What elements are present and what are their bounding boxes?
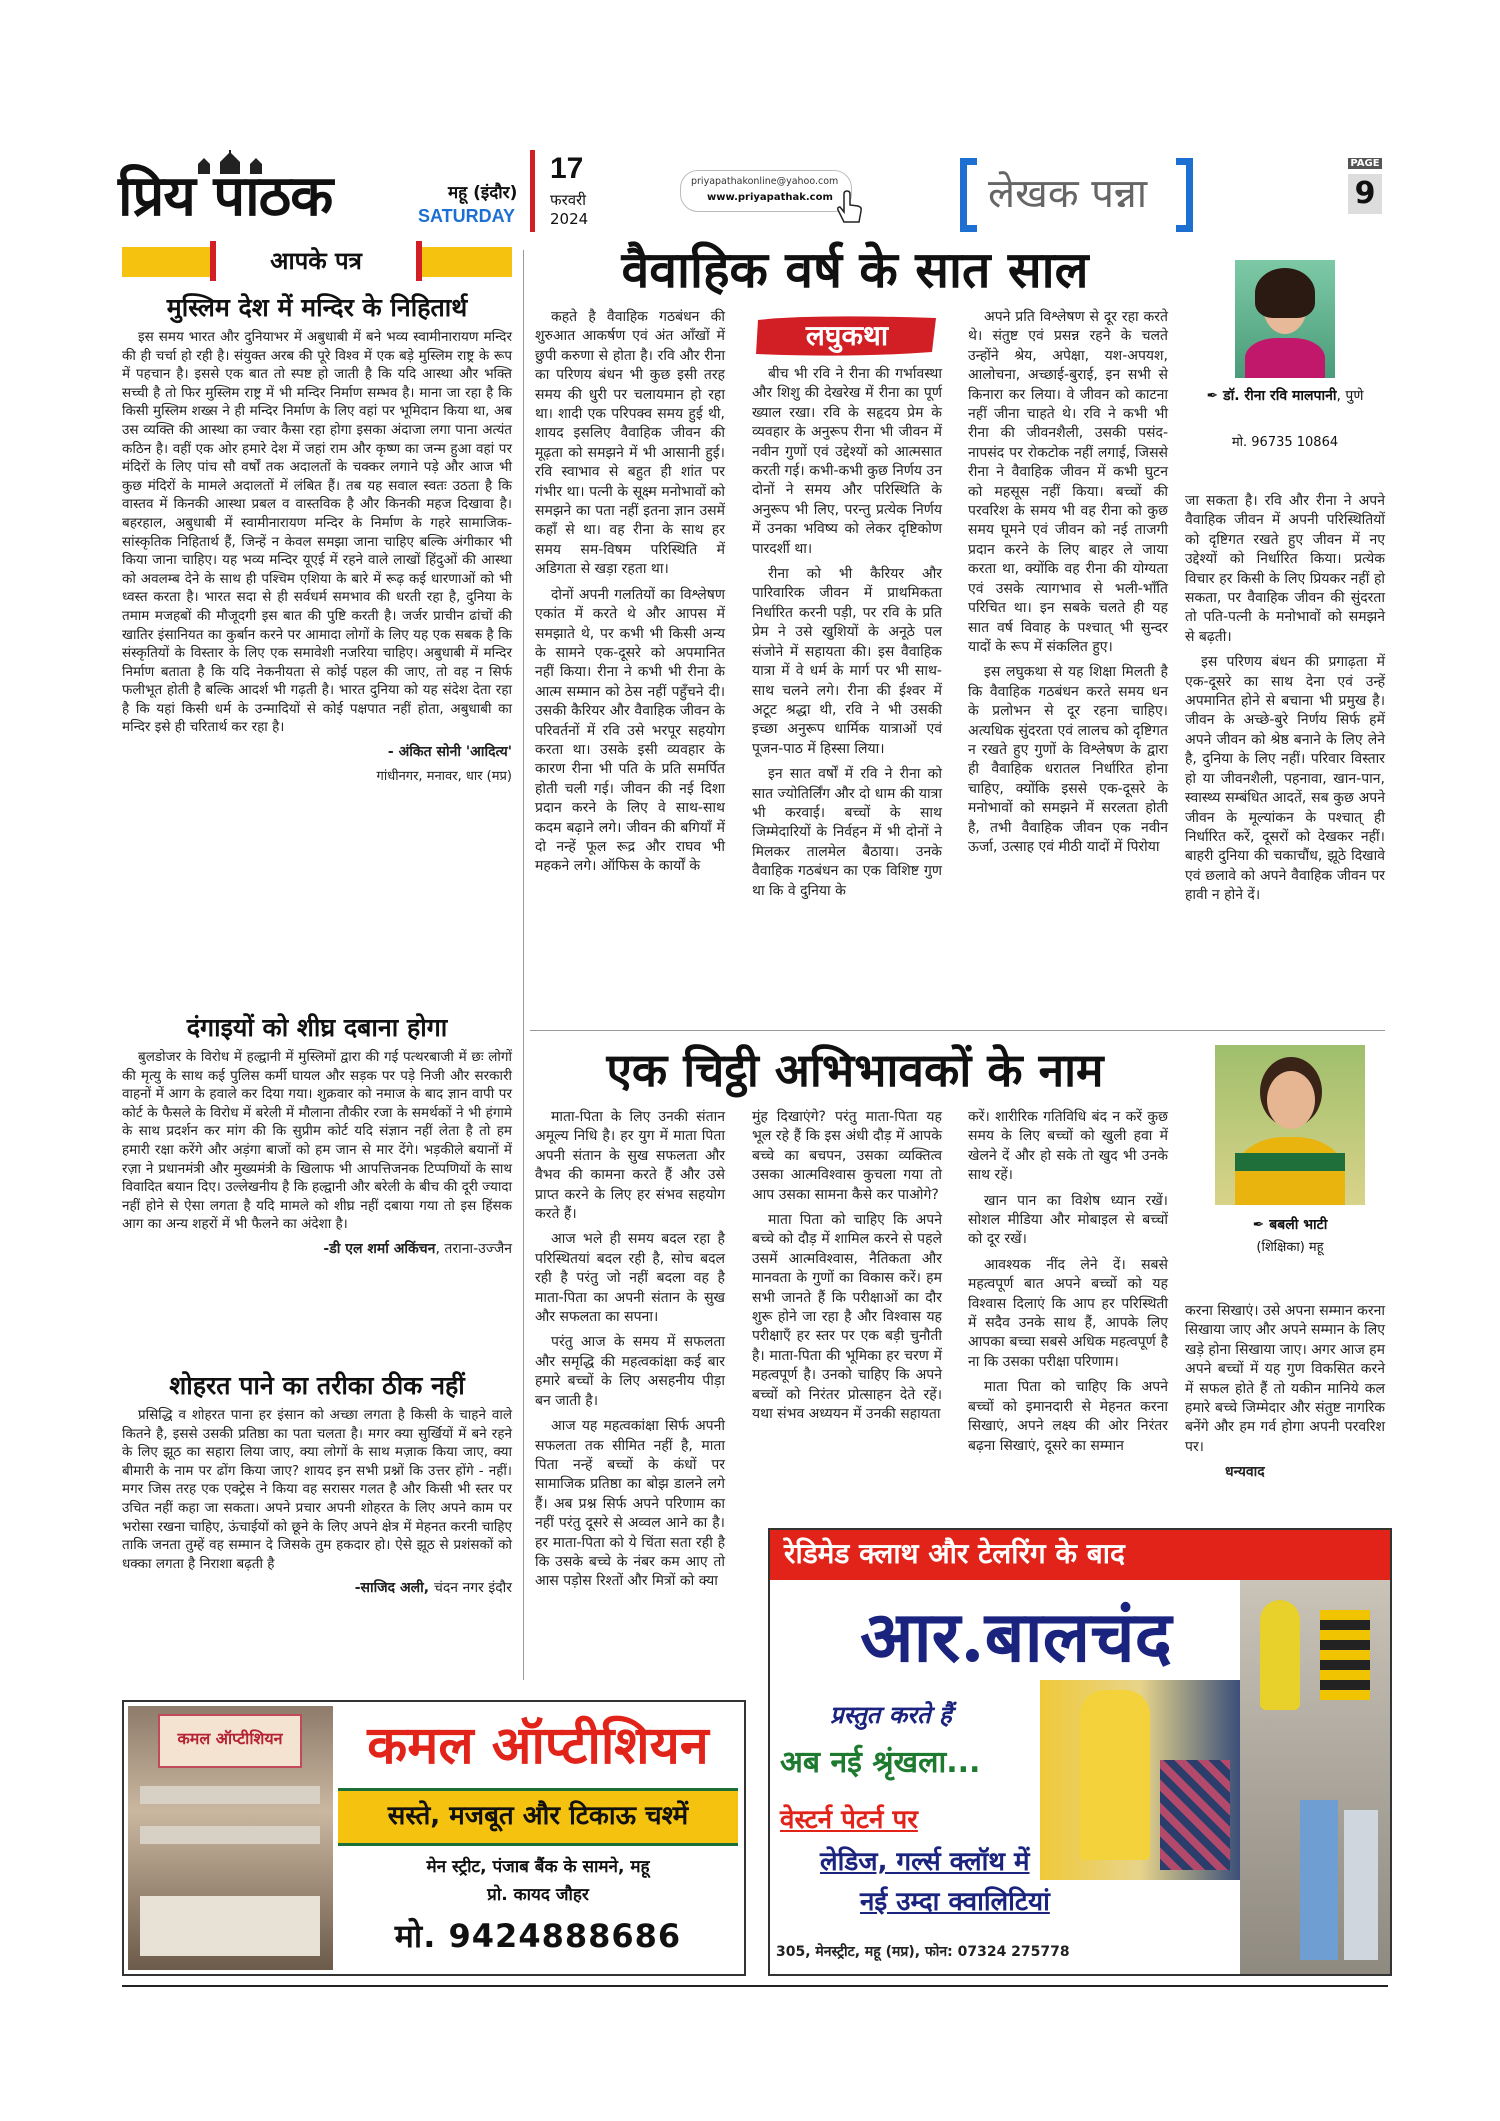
mannequin-grey-jeans xyxy=(1344,1810,1378,1960)
story-col-2-para-1: बीच भी रवि ने रीना की गर्भावस्था और शिशु की देखरेख में रीना का पूर्ण ख्याल रखा। रवि के सहृदय प्रेम के व्यवहार के अनुरूप रीना भी जीवन में नवीन गुणों एवं उद्देश्यों को आत्मसात करती गई। कभी-कभी कुछ निर्णय उन दोनों ने समय और परिस्थिति के अनुरूप भी लिए, परन्तु प्रत्येक निर्णय में उनका भविष्य को लेकर दृष्टिकोण पारदर्शी था। xyxy=(752,366,942,557)
story-col-1-para-2: दोनों अपनी गलतियों का विश्लेषण एकांत में करते थे और आपस में समझाते थे, पर कभी भी किसी अन्य के सामने एक-दूसरे को अपमानित नहीं किया। रीना ने कभी भी रीना के आत्म सम्मान को ठेस नहीं पहुँचने दी। उसकी कैरियर और वैवाहिक जीवन के परिवर्तनों में रवि उसे भरपूर सहयोग करता था। उसके इसी व्यवहार के कारण रीना भी पति के प्रति समर्पित होती चली गई। जीवन की नई दिशा प्रदान करने के लिए वे साथ-साथ कदम बढ़ाने लगे। जीवन की बगियाँ में दो नन्हें फूल रूद्र और राघव भी महकने लगे। ऑफिस के कार्यों के xyxy=(535,586,725,875)
date-divider xyxy=(530,150,535,232)
parents-author-photo xyxy=(1215,1045,1365,1205)
ad-kamal-shelf-1 xyxy=(140,1786,320,1804)
letter-3-address: चंदन नगर इंदौर xyxy=(433,1580,512,1597)
ad-balchand-banner xyxy=(770,1530,1390,1580)
email-text[interactable]: priyapathakonline@yahoo.com xyxy=(691,176,839,187)
hand-pointer-icon xyxy=(834,190,864,224)
pen-icon: ✒ xyxy=(1206,388,1219,404)
story-author-name: डॉ. रीना रवि मालपानी xyxy=(1223,388,1337,404)
story-col-3-para-2: इस लघुकथा से यह शिक्षा मिलती है कि वैवाहिक गठबंधन करते समय धन के प्रलोभन से दूर रहना चाहिए। अत्यधिक सुंदरता एवं लालच को दृष्टिगत न रखते हुए गुणों के विश्लेषण के द्वारा ही वैवाहिक धरातल निर्धारित होना चाहिए, क्योंकि इससे एक-दूसरे के मनोभावों को समझने में सरलता होती है, तभी वैवाहिक जीवन एक नवीन ऊर्जा, उत्साह एवं मीठी यादों में पिरोया xyxy=(968,664,1168,855)
letter-2-title: दंगाइयों को शीघ्र दबाना होगा xyxy=(186,1013,448,1042)
letter-3 xyxy=(122,1368,512,1604)
story-col-3 xyxy=(968,308,1168,863)
page-bottom-rule xyxy=(122,1985,1388,1987)
parents-col-1-para-3: परंतु आज के समय में सफलता और समृद्धि की महत्वकांक्षा कई बार हमारे बच्चों के लिए असहनीय पीड़ा बन जाती है। xyxy=(535,1334,725,1409)
ad-balchand-line-2: लेडिज, गर्ल्स क्लॉथ में xyxy=(820,1847,1030,1877)
ad-kamal-phone: मो. 9424888686 xyxy=(394,1917,682,1955)
section-title: लेखक पन्ना xyxy=(988,171,1148,217)
letter-1-address: गांधीनगर, मनावर, धार (मप्र) xyxy=(376,768,512,784)
author-hair-shape xyxy=(1255,268,1315,318)
date-year: 2024 xyxy=(550,210,589,228)
parents-author-name: बबली भाटी xyxy=(1269,1217,1328,1233)
parents-col-3-para-1: करें। शारीरिक गतिविधि बंद न करें कुछ समय के लिए बच्चों को खुली हवा में खेलने दें और हो सके तो खुद भी उनके साथ रहें। xyxy=(968,1109,1168,1184)
parents-col-3-para-2: खान पान का विशेष ध्यान रखें। सोशल मीडिया और मोबाइल से बच्चों को दूर रखें। xyxy=(968,1192,1168,1248)
ad-balchand-presents: प्रस्तुत करते हैं xyxy=(830,1701,952,1729)
mannequin-yellow-dress xyxy=(1260,1600,1300,1710)
parents-col-2-para-1: मुंह दिखाएंगे? परंतु माता-पिता यह भूल रहे हैं कि इस अंधी दौड़ में आपके बच्चे का बचपन, उसका व्यक्तित्व उसका आत्मविश्वास कुचला गया तो आप उसका सामना कैसे कर पाओगे? xyxy=(752,1109,942,1203)
ad-kamal-headline: कमल ऑप्टीशियन xyxy=(367,1715,709,1776)
letters-column-divider xyxy=(523,250,524,1680)
ad-kamal-tagline-bar xyxy=(338,1788,738,1846)
letter-2-body: बुलडोजर के विरोध में हल्द्वानी में मुस्लिमों द्वारा की गई पत्थरबाजी में छः लोगों की मृत्यु के साथ कई पुलिस कर्मी घायल और सड़क पर पड़े निजी और सरकारी वाहनों में आग के हवाले कर दिया गया। शुक्रवार को नमाज के बाद ज्ञान वापी पर कोर्ट के फैसले के विरोध में बरेली में मौलाना तौकीर रजा के समर्थकों ने भी हंगामे के साथ प्रदर्शन कर मांग की कि सुप्रीम कोर्ट यदि संज्ञान नहीं लेता है तो हम हमारी रक्षा करेंगे और अड़ंगा बाजों को हम जान से मार देंगे। भड़कीले बयानों में रज़ा ने प्रधानमंत्री और मुख्यमंत्री के खिलाफ भी आपत्तिजनक टिप्पणियों के साथ विवादित बयान दिए। उल्लेखनीय है कि हल्द्वानी और बरेली के बीच की दूरी ज्यादा नहीं होने से ऐसा लगता है यदि मामले को शीघ्र नहीं दबाया गया तो इस हिंसक आग का अन्य शहरों में भी फैलने का अंदेशा है। xyxy=(122,1049,512,1233)
ad-kamal-shelf-2 xyxy=(140,1826,320,1844)
parents-author-face-shape xyxy=(1267,1071,1315,1129)
section-bracket-left xyxy=(960,158,977,232)
story-col-4-para-1: जा सकता है। रवि और रीना ने अपने वैवाहिक जीवन में अपनी परिस्थितियों को दृष्टिगत रखते हुए जीवन में नए उद्देश्यों को निर्धारित किया। प्रत्येक विचार हर किसी के लिए प्रियकर नहीं हो सकता, पर वैवाहिक जीवन की सुंदरता तो पति-पत्नी के मनोभावों को समझने से बढ़ती। xyxy=(1185,493,1385,645)
garment-patterned-dress xyxy=(1160,1760,1230,1870)
ad-r-balchand xyxy=(768,1528,1392,1976)
garment-yellow-kurti xyxy=(1080,1690,1150,1860)
story-col-1-para-1: कहते है वैवाहिक गठबंधन की शुरुआत आकर्षण एवं अंत आँखों में छुपी करुणा से होता है। रवि और रीना का परिणय बंधन भी कुछ इसी तरह समय की धुरी पर चलायमान हो रहा था। शादी एक परिपक्व समय हुई थी, शायद इसलिए वैवाहिक जीवन की मूढ़ता को समझने में भी आसानी हुई। रवि स्वाभाव से बहुत ही शांत पर गंभीर था। पत्नी के सूक्ष्म मनोभावों को समझने का पता नहीं इतना ज्ञान उसमें कहाँ से था। वह रीना के साथ हर समय सम-विषम परिस्थिति में अडिगता से खड़ा रहता था। xyxy=(535,309,725,578)
website-text[interactable]: www.priyapathak.com xyxy=(707,192,833,203)
parents-col-3-para-4: माता पिता को चाहिए कि अपने बच्चों को इमानदारी से मेहनत करना सिखाएं, अपने लक्ष्य की ओर निरंतर बढ़ना सिखाएं, दूसरे का सम्मान xyxy=(968,1379,1168,1454)
ad-balchand-banner-text: रेडिमेड क्लाथ और टेलरिंग के बाद xyxy=(784,1537,1125,1570)
story-author-city: , पुणे xyxy=(1336,388,1364,404)
ad-kamal-shop-sign xyxy=(158,1714,302,1768)
parents-col-4-para-1: करना सिखाएं। उसे अपना सम्मान करना सिखाया जाए और अपने सम्मान के लिए खड़े होना सिखाया जाए। अगर आज हम अपने बच्चों में यह गुण विकसित करने में सफल होते हैं तो यकीन मानिये कल हमारे बच्चे जिम्मेदार और संतुष्ट नागरिक बनेंगे और हम गर्व होगा अपनी परवरिश पर। xyxy=(1185,1303,1385,1455)
parents-author-body-shape xyxy=(1235,1137,1345,1205)
ad-kamal-shop-sign-text: कमल ऑप्टीशियन xyxy=(177,1729,283,1748)
letter-3-signature xyxy=(122,1579,512,1598)
parents-closing: धन्यवाद xyxy=(1225,1464,1265,1481)
ad-balchand-new-range: अब नई श्रृंखला... xyxy=(780,1745,981,1780)
story-col-2-para-3: इन सात वर्षों में रवि ने रीना को सात ज्योतिर्लिंग और दो धाम की यात्रा भी करवाई। बच्चों के साथ जिम्मेदारियों के निर्वहन में भी दोनों ने मिलकर तालमेल बैठाया। उनके वैवाहिक गठबंधन का एक विशिष्ट गुण था कि वे दुनिया के xyxy=(752,766,942,899)
ad-balchand-line-1: वेस्टर्न पेटर्न पर xyxy=(780,1805,918,1835)
ad-balchand-photo-strip xyxy=(1240,1580,1390,1974)
contact-box xyxy=(680,170,852,212)
letter-2-address: , तराना-उज्जैन xyxy=(435,1240,512,1257)
story-tag-text: लघुकथा xyxy=(805,319,889,352)
parents-col-2-para-2: माता पिता को चाहिए कि अपने बच्चे को दौड़ में शामिल करने से पहले उसमें आत्मविश्वास, नैतिकता और मानवता के गुणों का विकास करें। हम सभी जानते हैं कि परीक्षाओं का दौर शुरू होने जा रहा है और विश्वास यह परीक्षाएँ हर स्तर पर एक बड़ी चुनौती है। माता-पिता की भूमिका हर चरण में महत्वपूर्ण है। उनको चाहिए कि अपने बच्चों को निरंतर प्रोत्साहन देते रहें। यथा संभव अध्ययन में उनकी सहायता xyxy=(752,1212,942,1423)
parents-author-card xyxy=(1195,1045,1385,1260)
parents-col-2 xyxy=(752,1108,942,1431)
parents-author-byline xyxy=(1195,1215,1385,1234)
story-col-4 xyxy=(1185,492,1385,912)
letter-1-signature: - अंकित सोनी 'आदित्य' xyxy=(387,744,512,761)
story-author-card xyxy=(1185,260,1385,460)
parents-author-role: (शिक्षिका) महू xyxy=(1256,1240,1324,1255)
parents-col-4 xyxy=(1185,1302,1385,1489)
story-col-2-para-2: रीना को भी कैरियर और पारिवारिक जीवन में प्राथमिकता निर्धारित करनी पड़ी, पर रवि के प्रति प्रेम ने उसे खुशियों के अनूठे पल संजोने में सहायता की। इस वैवाहिक यात्रा में वे धर्म के मार्ग पर भी साथ-साथ चलने लगे। रीना की ईश्वर में अटूट श्रद्धा थी, रवि ने भी उसकी इच्छा अनुरूप धार्मिक यात्राओं एवं पूजन-पाठ में हिस्सा लिया। xyxy=(752,566,942,757)
letter-3-body: प्रसिद्धि व शोहरत पाना हर इंसान को अच्छा लगता है किसी के चाहने वाले कितने है, इससे उसकी प्रतिष्ठा का पता चलता है। मगर क्या सुर्खियों में बने रहने के लिए झूठ का सहारा लिया जाए, क्या लोगों के साथ मज़ाक किया जाए, क्या बीमारी के नाम पर ढोंग किया जाए? शायद इन सभी प्रश्नों कि उत्तर होंगे - नहीं। मगर जिस तरह एक एक्ट्रेस ने किया वह सरासर गलत है और किसी भी स्तर पर उचित नहीं कहा जा सकता। अपने प्रचार अपनी शोहरत के लिए अपने काम पर भरोसा रखना चाहिए, ऊंचाईयों को छूने के लिए अपने क्षेत्र में मेहनत करनी चाहिए ताकि जनता तुम्हें वह सम्मान दे जिसके तुम हकदार हो। ऐसे झूठ से प्रशंसकों को धक्का लगता है निराशा बढ़ती है xyxy=(122,1407,512,1572)
story-tag xyxy=(752,312,942,358)
parents-col-3-para-3: आवश्यक नींद लेने दें। सबसे महत्वपूर्ण बात अपने बच्चों को यह विश्वास दिलाएं कि आप हर परिस्थिती में सदैव उनके साथ हैं, आपके लिए आपका बच्चा सबसे अधिक महत्वपूर्ण है ना कि उसका परीक्षा परिणाम। xyxy=(968,1256,1168,1370)
parents-col-1 xyxy=(535,1108,725,1598)
ad-kamal-counter xyxy=(140,1896,320,1956)
author-body-shape xyxy=(1245,338,1325,378)
story-title: वैवाहिक वर्ष के सात साल xyxy=(621,240,1089,299)
parents-col-1-para-2: आज भले ही समय बदल रहा है परिस्थितयां बदल रही है, सोच बदल रही है परंतु जो नहीं बदला वह है माता-पिता का अपनी संतान के सुख और सफलता का सपना। xyxy=(535,1231,725,1326)
parents-letter-title: एक चिट्ठी अभिभावकों के नाम xyxy=(606,1043,1104,1097)
letter-1-title: मुस्लिम देश में मन्दिर के निहितार्थ xyxy=(166,293,468,322)
ad-balchand-line-3: नई उम्दा क्वालिटियां xyxy=(860,1887,1050,1917)
story-author-phone: मो. 96735 10864 xyxy=(1231,435,1339,450)
letter-3-signature-name: -साजिद अली, xyxy=(354,1580,430,1597)
letter-3-title: शोहरत पाने का तरीका ठीक नहीं xyxy=(169,1371,465,1400)
parents-author-shawl-shape xyxy=(1235,1153,1345,1171)
masthead-logo xyxy=(118,150,418,230)
date-day: 17 xyxy=(550,152,584,185)
story-author-photo xyxy=(1235,260,1335,378)
logo-text: प्रिय पाठक xyxy=(118,163,333,229)
story-divider xyxy=(530,1030,1385,1031)
letters-section-label-text: आपके पत्र xyxy=(270,247,362,275)
city-label: महू (इंदौर) xyxy=(448,183,518,203)
story-col-2 xyxy=(752,365,942,907)
parents-col-1-para-1: माता-पिता के लिए उनकी संतान अमूल्य निधि है। हर युग में माता पिता अपनी संतान के सुख सफलता और वैभव की कामना करते हैं और उसे प्राप्त करने के लिए हर संभव सहयोग करते हैं। xyxy=(535,1109,725,1223)
ad-balchand-garment-photo xyxy=(1040,1680,1240,1880)
ad-kamal-address: मेन स्ट्रीट, पंजाब बैंक के सामने, महू xyxy=(426,1857,650,1877)
section-bracket-right xyxy=(1176,158,1193,232)
story-col-4-para-2: इस परिणय बंधन की प्रगाढ़ता में एक-दूसरे का साथ देना एवं उन्हें अपमानित होने से बचाना भी प्रमुख है। जीवन के अच्छे-बुरे निर्णय सिर्फ हमें अपने जीवन को श्रेष्ठ बनाने के लिए लेने है, दुनिया के लिए नहीं। परिवार विस्तार हो या जीवनशैली, पहनावा, खान-पान, स्वास्थ्य सम्बंधित आदतें, सब कुछ अपने जीवन के मूल्यांकन के पश्चात् ही निर्धारित करें, दूसरों को देखकर नहीं। बाहरी दुनिया की चकाचौंध, झूठे दिखावे एवं छलावे को अपने वैवाहिक जीवन पर हावी न होने दें। xyxy=(1185,654,1385,904)
mannequin-striped-top xyxy=(1320,1610,1370,1700)
date-month: फरवरी xyxy=(550,191,587,209)
parents-pen-icon: ✒ xyxy=(1252,1217,1265,1233)
ad-kamal-shop-photo xyxy=(128,1706,333,1970)
weekday-label: SATURDAY xyxy=(418,206,516,226)
ad-balchand-address: 305, मेनस्ट्रीट, महू (मप्र), फोन: 07324 275778 xyxy=(776,1944,1070,1960)
letter-1-body: इस समय भारत और दुनियाभर में अबुधाबी में बने भव्य स्वामीनारायण मन्दिर की ही चर्चा हो रही है। संयुक्त अरब की पूरे विश्व में एक बड़े मुस्लिम राष्ट्र के रूप में पहचान है। इससे एक बात तो स्पष्ट हो जाती है कि यदि आस्था और भक्ति सच्ची है तो फिर मुस्लिम राष्ट्र में भी मन्दिर निर्माण सम्भव है। माना जा रहा है कि किसी मुस्लिम शख्स ने ही मन्दिर निर्माण के लिए वहां पर भूमिदान किया था, अब उस व्यक्ति की आस्था का ज्वार कैसा रहा होगा इसका अंदाजा लगा पाना अत्यंत कठिन है। वहीं एक ओर हमारे देश में जहां राम और कृष्ण का जन्म हुआ वहां पर मंदिरों के लिए पांच सौ वर्षों तक अदालतों के चक्कर लगाने पड़े और आज भी कुछ मंदिरों के मामले अदालतों में लंबित हैं। तब यह सवाल स्वतः उठता है कि वास्तव में किनकी आस्था प्रबल व वास्तविक है और किनकी महज दिखावा है। बहरहाल, अबुधाबी में स्वामीनारायण मन्दिर के निर्माण के गहरे सामाजिक-सांस्कृतिक निहितार्थ हैं, जिन्हें न केवल समझा जाना चाहिए बल्कि अंगीकार भी किया जाना चाहिए। यह भव्य मन्दिर यूएई में रहने वाले लाखों हिंदुओं की आस्था को अवलम्ब देने के साथ ही पश्चिम एशिया के बारे में रूढ़ कई धारणाओं को भी ध्वस्त करता है। भारत सदा से ही सर्वधर्म समभाव की धरती रहा है, दुनिया के तमाम मजहबों की मौजूदगी इस बात की पुष्टि करती है। जर्जर प्राचीन ढांचों की खातिर इंसानियत का कुर्बान करने पर आमादा लोगों के लिए यह एक सबक है कि संस्कृतियों के विस्तार के लिए एक समावेशी नजरिया चाहिए। अबुधाबी में मन्दिर निर्माण बताता है कि यदि नेकनीयता से कोई पहल की जाए, तो वह न सिर्फ फलीभूत होती है बल्कि आदर्श भी गढ़ती है। भारत दुनिया को यह संदेश देता रहा है कि यहां किसी धर्म के उन्मादियों से कोई पक्षपात नहीं होता, अबुधाबी का मन्दिर इसे ही चरितार्थ कर रहा है। xyxy=(122,329,512,736)
letter-2-signature xyxy=(122,1240,512,1259)
page-label: PAGE xyxy=(1348,158,1382,169)
ad-balchand-brand: आर.बालचंद xyxy=(860,1595,1172,1678)
letter-2 xyxy=(122,1010,512,1265)
ad-kamal-optician xyxy=(122,1700,746,1976)
story-col-1 xyxy=(535,308,725,883)
ad-kamal-tagline: सस्ते, मजबूत और टिकाऊ चश्में xyxy=(387,1801,689,1831)
ad-kamal-proprietor: प्रो. कायद जौहर xyxy=(487,1885,589,1905)
story-author-byline xyxy=(1185,386,1385,406)
story-col-3-para-1: अपने प्रति विश्लेषण से दूर रहा करते थे। संतुष्ट एवं प्रसन्न रहने के चलते उन्होंने श्रेय, अपेक्षा, यश-अपयश, आलोचना, अच्छाई-बुराई, इन सभी से किनारा कर लिया। वे जीवन को काटना नहीं जीना चाहते थे। रवि ने कभी भी रीना की जीवनशैली, उसकी पसंद-नापसंद पर रोकटोक नहीं लगाई, जिससे रीना ने वैवाहिक जीवन में कभी घुटन को महसूस नहीं किया। बच्चों की परवरिश के समय भी वह रीना को कुछ समय घूमने एवं जीवन को नई ताजगी प्रदान करने के लिए बाहर ले जाया करता था, क्योंकि वह रीना की योग्यता एवं उसके त्यागभाव से भली-भाँति परिचित था। इन सबके चलते ही यह सात वर्ष विवाह के पश्चात् भी सुन्दर यादों के रूप में संकलित हुए। xyxy=(968,309,1168,655)
letters-section-label xyxy=(210,241,422,281)
letter-1 xyxy=(122,290,512,792)
masthead xyxy=(118,150,1378,230)
mannequin-blue-jeans xyxy=(1300,1800,1338,1960)
page-number: 9 xyxy=(1348,174,1382,214)
parents-col-1-para-4: आज यह महत्वकांक्षा सिर्फ अपनी सफलता तक सीमित नहीं है, माता पिता नन्हें बच्चों के कंधों पर सामाजिक प्रतिष्ठा का बोझ डालने लगे हैं। अब प्रश्न सिर्फ अपने परिणाम का नहीं परंतु दूसरे से अव्वल आने का है। हर माता-पिता को ये चिंता सता रही है कि उसके बच्चे के नंबर कम आए तो आस पड़ोस रिश्तों और मित्रों को क्या xyxy=(535,1418,725,1590)
parents-col-3 xyxy=(968,1108,1168,1462)
letter-2-signature-name: -डी एल शर्मा अकिंचन xyxy=(323,1240,436,1257)
